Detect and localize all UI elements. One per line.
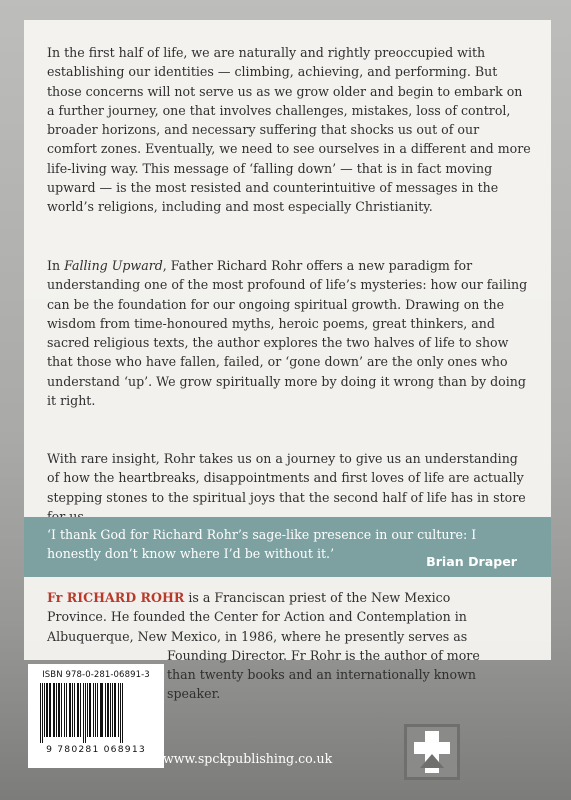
bio-line-3: Albuquerque, New Mexico, in 1986, where he presently serves as bbox=[47, 628, 468, 644]
author-name: Fr RICHARD ROHR bbox=[47, 590, 185, 605]
bio-line-5: than twenty books and an internationally known bbox=[167, 667, 476, 683]
isbn-digits: 9 780281 068913 bbox=[46, 744, 146, 755]
paragraph-2-body: , Father Richard Rohr offers a new paradigm for understanding one of the most profound of life’s mysteries: how our failing can be the foundation for our ongoing spiritual growth. Drawing on the wisdom from time-honoured myths, heroic poems, great thinkers, and sacred religious texts, the author explores the two halves of life to show that those who have fallen, failed, or ‘gone down’ are the only ones who understand ‘up’. We grow spiritually more by doing it wrong than by doing it right. bbox=[47, 258, 528, 409]
bio-line-6: speaker. bbox=[167, 686, 221, 702]
bio-line-4: Founding Director. Fr Rohr is the author of more bbox=[167, 647, 480, 663]
barcode-box bbox=[28, 664, 164, 768]
blurb-paragraph-1: In the first half of life, we are naturally and rightly preoccupied with establishing our identities — climbing, achieving, and performing. But those concerns will not serve us as we grow older and begin to embark on a further journey, one that involves challenges, mistakes, loss of control, broader horizons, and necessary suffering that shocks us out of our comfort zones. Eventually, we need to see ourselves in a different and more life-living way. This message of ‘falling down’ — that is in fact moving upward — is the most resisted and counterintuitive of messages in the world’s religions, including and most especially Christianity. bbox=[47, 45, 531, 215]
bio-line-1 bbox=[47, 588, 517, 607]
paragraph-2-intro: In bbox=[47, 258, 65, 273]
book-title: Falling Upward bbox=[64, 258, 163, 273]
endorsement-author: Brian Draper bbox=[426, 554, 517, 569]
publisher-website: www.spckpublishing.co.uk bbox=[163, 751, 333, 766]
endorsement-quote-box bbox=[24, 517, 551, 577]
bio-line-1-rest: is a Franciscan priest of the New Mexico bbox=[184, 590, 451, 605]
barcode-bars bbox=[36, 683, 156, 743]
endorsement-quote-text: ‘I thank God for Richard Rohr’s sage-like presence in our culture: I honestly don’t know where I’d be without it.’ bbox=[47, 527, 477, 561]
blurb-paragraph-3: With rare insight, Rohr takes us on a journey to give us an understanding of how the heartbreaks, disappointments and first loves of life are actually stepping stones to the spiritual joys that the second half of life has in store bbox=[47, 451, 526, 505]
bio-line-2: Province. He founded the Center for Action and Contemplation in bbox=[47, 609, 467, 625]
blurb-paragraph-2 bbox=[47, 256, 531, 410]
spck-logo-icon bbox=[404, 724, 460, 780]
isbn-label: ISBN 978-0-281-06891-3 bbox=[42, 670, 150, 680]
